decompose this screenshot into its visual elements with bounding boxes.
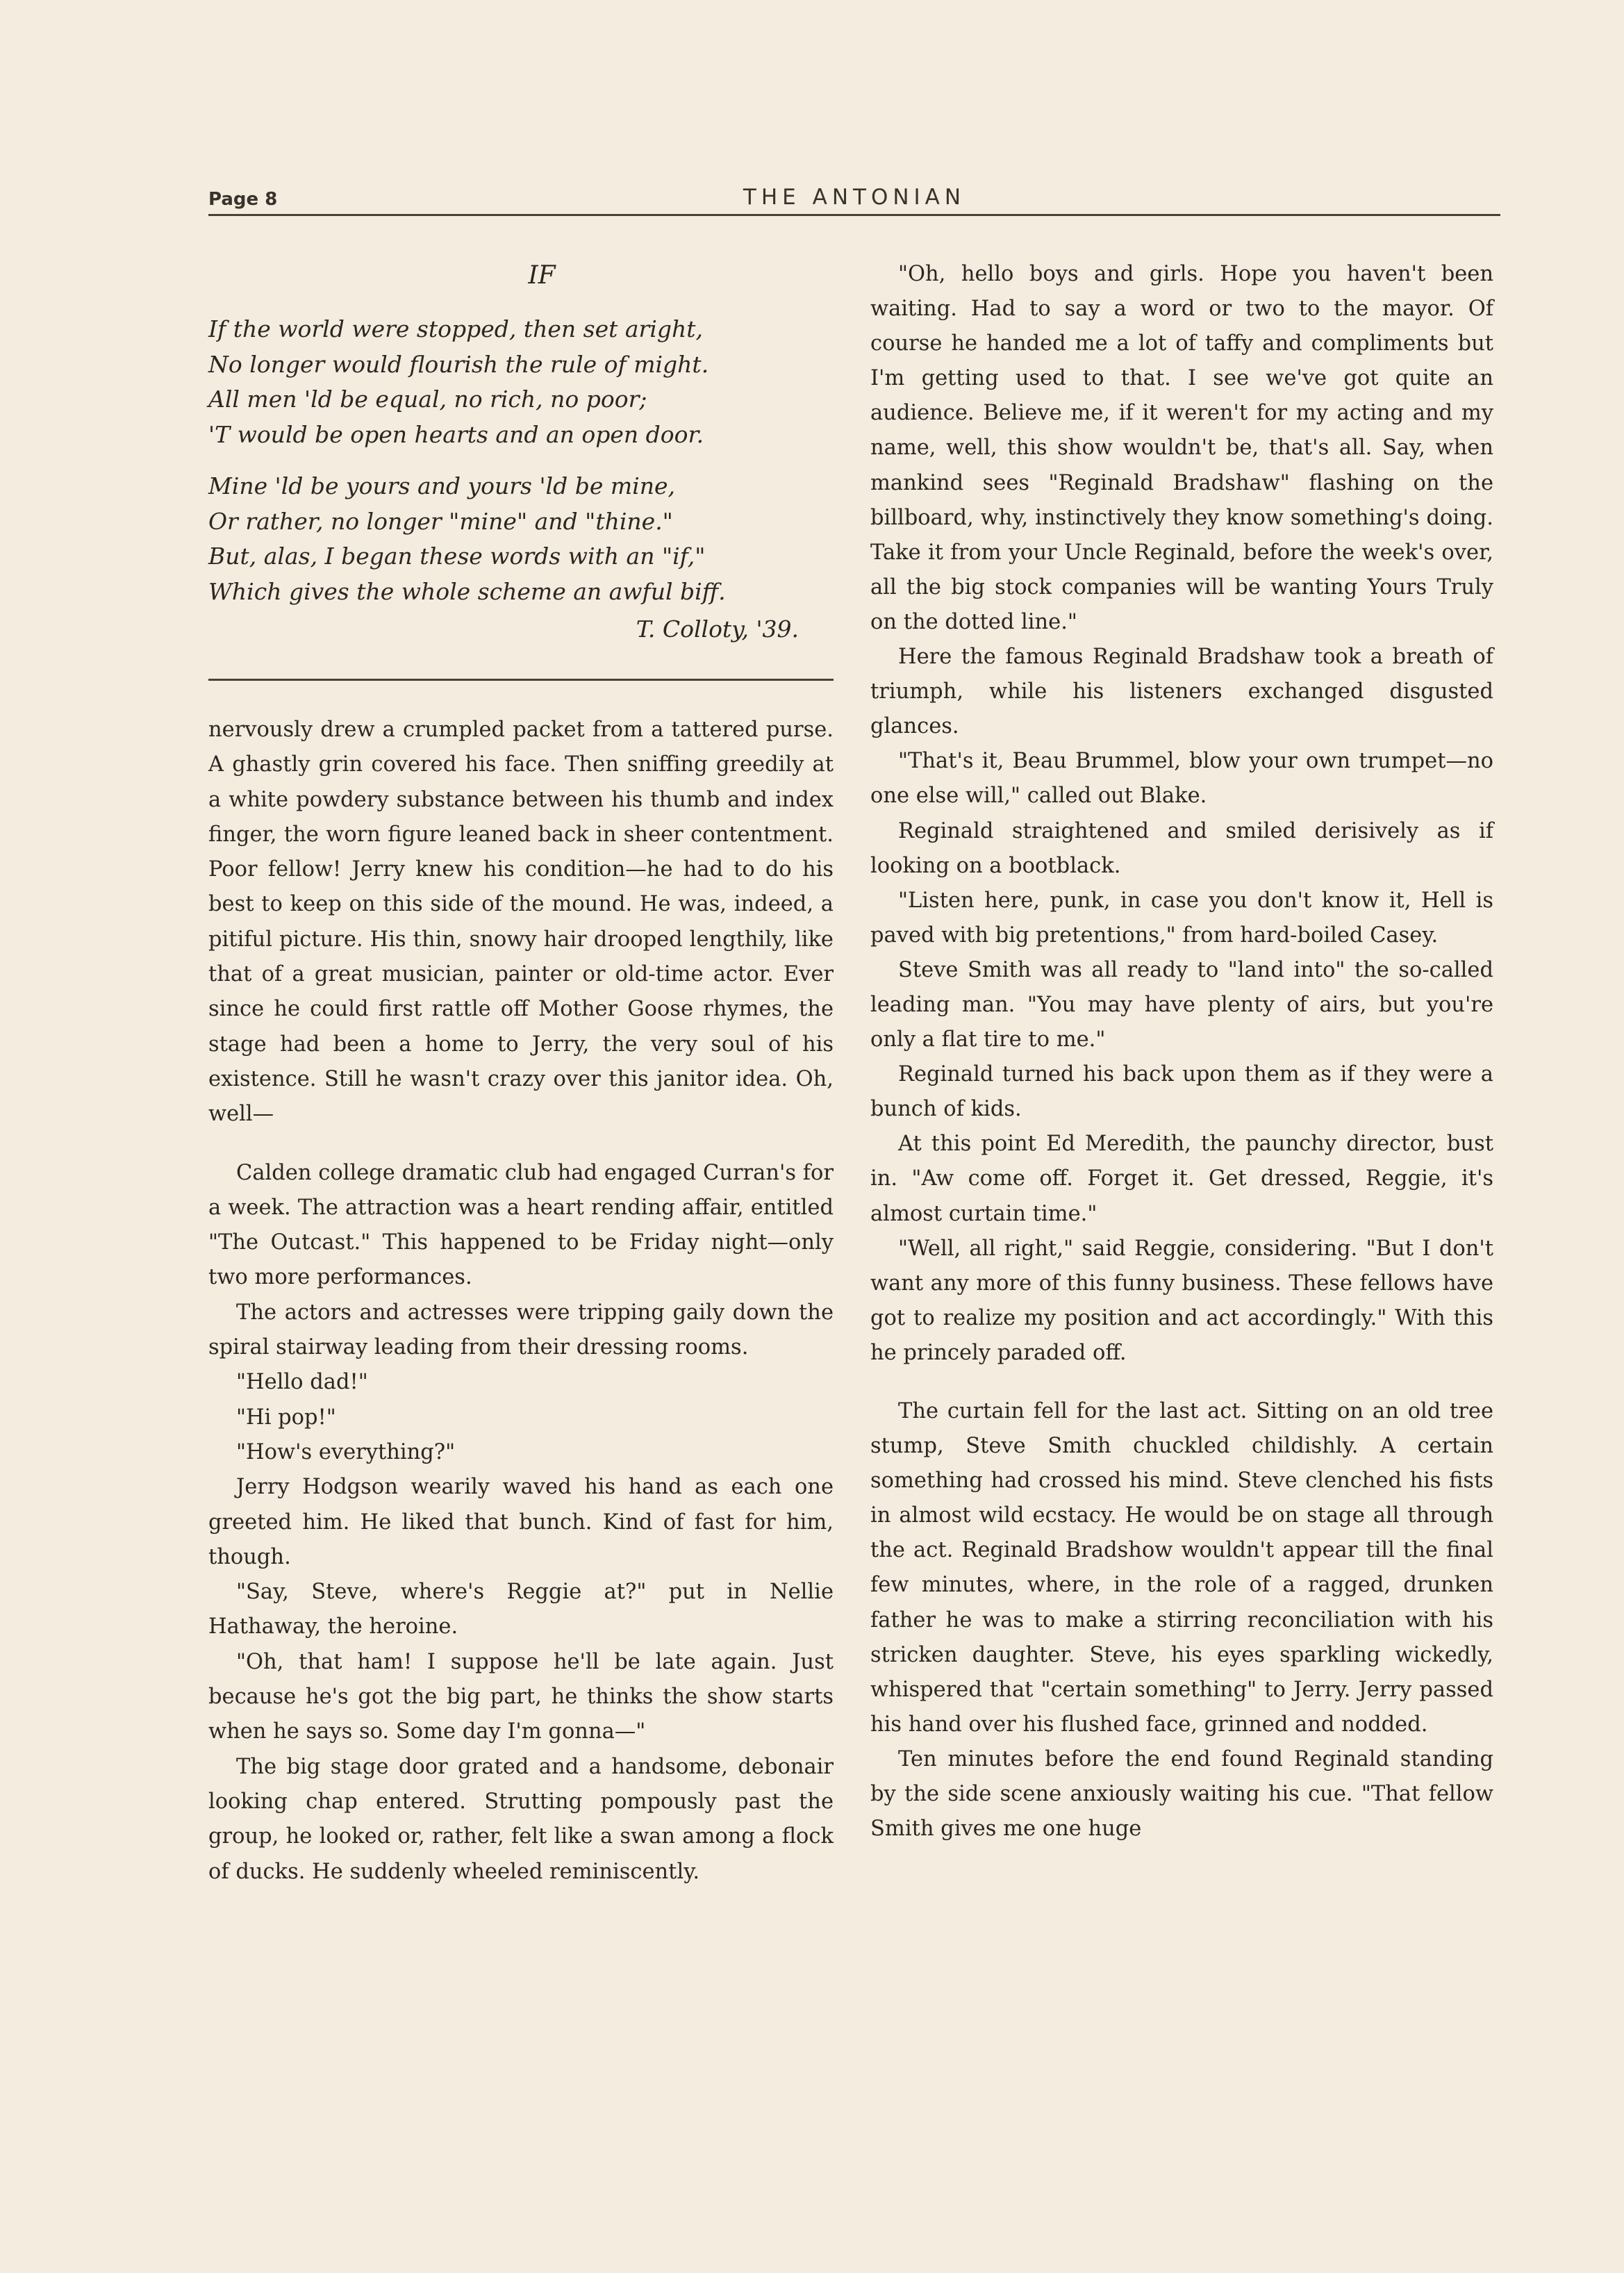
story-paragraph: Reginald straightened and smiled derisively as if looking on a bootblack. (870, 818, 1493, 878)
story-paragraph: The curtain fell for the last act. Sitting on an old tree stump, Steve Smith chuckled childishly. A certain something had crossed his mind. Steve clenched his fists in almost wild ecstacy. He would be on stage all through the act. Reginald Bradshow wouldn't appear till the final few minutes, where, in the role of a ragged, drunken father he was to make a stirring reconciliation with his stricken daughter. Steve, his eyes sparkling wickedly, whispered that "certain something" to Jerry. Jerry passed his hand over his flushed face, grinned and nodded. (870, 1399, 1493, 1737)
story-paragraph: Steve Smith was all ready to "land into" the so-called leading man. "You may have plenty of airs, but you're only a flat tire to me." (870, 957, 1493, 1052)
story-paragraph: "That's it, Beau Brummel, blow your own trumpet—no one else will," called out Blake. (870, 749, 1493, 809)
dialogue-line: "How's everything?" (236, 1439, 456, 1464)
poem-stanza (208, 312, 834, 452)
story-paragraph: nervously drew a crumpled packet from a tattered purse. A ghastly grin covered his face. Then sniffing greedily at a white powdery substance between his thumb and index finger, the worn figure leaned back in sheer contentment. Poor fellow! Jerry knew his condition—he had to do his best to keep on this side of the mound. He was, indeed, a pitiful picture. His thin, snowy hair drooped lengthily, like that of a great musician, painter or old-time actor. Ever since he could first rattle off Mother Goose rhymes, the stage had been a home to Jerry, the very soul of his existence. Still he wasn't crazy over this janitor idea. Oh, well— (208, 718, 834, 1127)
story-paragraph: "Oh, hello boys and girls. Hope you haven't been waiting. Had to say a word or two to the mayor. Of course he handed me a lot of taffy and compliments but I'm getting used to that. I see we've got quite an audience. Believe me, if it weren't for my acting and my name, well, this show wouldn't be, that's all. Say, when mankind sees "Reginald Bradshaw" flashing on the billboard, why, instinctively they know something's doing. Take it from your Uncle Reginald, before the week's over, all the big stock companies will be wanting Yours Truly on the dotted line." (870, 262, 1493, 634)
poem-line: 'T would be open hearts and an open door. (208, 420, 704, 448)
story-paragraph: The actors and actresses were tripping gaily down the spiral stairway leading from their dressing rooms. (208, 1300, 834, 1360)
header-rule (208, 214, 1500, 216)
story-paragraph: "Listen here, punk, in case you don't know it, Hell is paved with big pretentions," from hard-boiled Casey. (870, 888, 1493, 948)
story-paragraph: The big stage door grated and a handsome, debonair looking chap entered. Strutting pompously past the group, he looked or, rather, felt like a swan among a flock of ducks. He suddenly wheeled reminiscently. (208, 1754, 834, 1884)
dialogue-line: "Hello dad!" (236, 1370, 368, 1395)
section-divider (208, 679, 834, 681)
poem-title: IF (528, 261, 556, 290)
story-paragraph: At this point Ed Meredith, the paunchy director, bust in. "Aw come off. Forget it. Get dressed, Reggie, it's almost curtain time." (870, 1132, 1493, 1226)
story-paragraph: Ten minutes before the end found Reginald standing by the side scene anxiously waiting his cue. "That fellow Smith gives me one huge (870, 1746, 1493, 1842)
story-paragraph: Calden college dramatic club had engaged Curran's for a week. The attraction was a heart rending affair, entitled "The Outcast." This happened to be Friday night—only two more performances. (208, 1160, 834, 1290)
poem (208, 261, 834, 647)
left-column (208, 257, 834, 1890)
dialogue-line: "Hi pop!" (236, 1405, 336, 1430)
poem-line: No longer would flourish the rule of might. (208, 350, 709, 378)
page-number: Page 8 (208, 189, 278, 210)
poem-line: But, alas, I began these words with an "if," (208, 543, 706, 570)
story-paragraph: "Oh, that ham! I suppose he'll be late again. Just because he's got the big part, he thinks the show starts when he says so. Some day I'm gonna—" (208, 1649, 834, 1744)
poem-line: All men 'ld be equal, no rich, no poor; (208, 386, 647, 413)
story-paragraph: Jerry Hodgson wearily waved his hand as each one greeted him. He liked that bunch. Kind of fast for him, though. (208, 1475, 834, 1569)
poem-stanza (208, 469, 834, 609)
poem-line: Which gives the whole scheme an awful biff. (208, 577, 726, 605)
poem-line: If the world were stopped, then set aright, (208, 315, 703, 342)
right-column (870, 257, 1493, 1846)
story-paragraph: "Say, Steve, where's Reggie at?" put in Nellie Hathaway, the heroine. (208, 1580, 834, 1639)
story-paragraph: "Well, all right," said Reggie, considering. "But I don't want any more of this funny business. These fellows have got to realize my position and act accordingly." With this he princely paraded off. (870, 1236, 1493, 1365)
story-paragraph: Here the famous Reginald Bradshaw took a breath of triumph, while his listeners exchanged disgusted glances. (870, 645, 1493, 739)
story-paragraph: Reginald turned his back upon them as if they were a bunch of kids. (870, 1062, 1493, 1122)
poem-line: Or rather, no longer "mine" and "thine." (208, 507, 673, 535)
page-header (208, 182, 1500, 214)
publication-title: THE ANTONIAN (743, 185, 966, 210)
poem-author: T. Colloty, '39. (636, 615, 799, 643)
poem-line: Mine 'ld be yours and yours 'ld be mine, (208, 472, 675, 499)
